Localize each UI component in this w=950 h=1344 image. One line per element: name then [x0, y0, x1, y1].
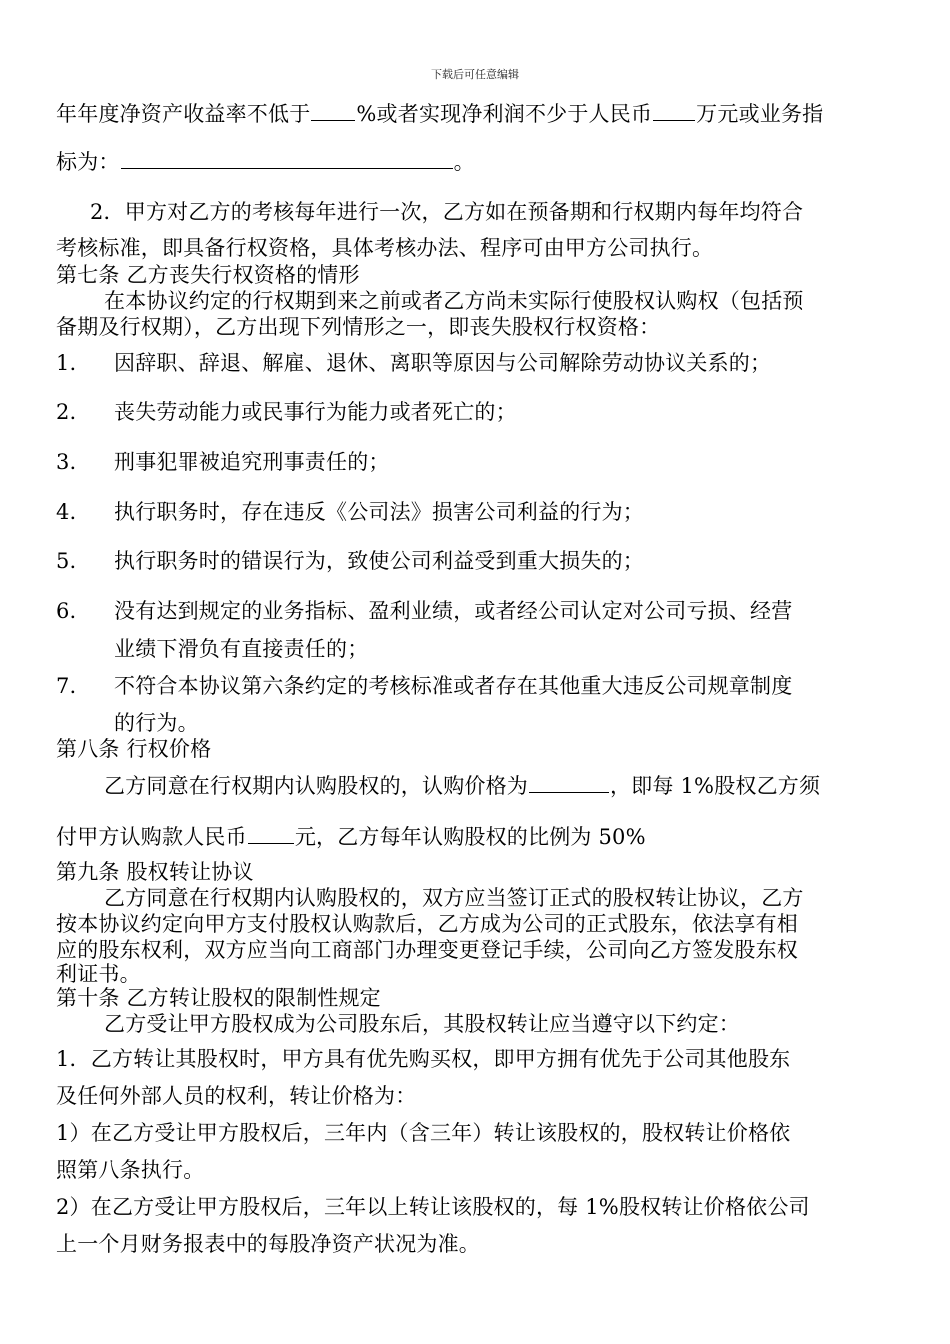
list-number: 1. [56, 351, 77, 375]
text-segment: ，即每 1%股权乙方须 [610, 774, 821, 798]
text-segment: 乙方同意在行权期内认购股权的，认购价格为 [104, 774, 528, 798]
text-line: 利证书。 [56, 962, 141, 986]
list-number: 3. [56, 450, 77, 474]
list-item-continuation: 业绩下滑负有直接责任的； [114, 637, 369, 661]
text-segment: 元，乙方每年认购股权的比例为 50% [294, 825, 646, 849]
list-text: 执行职务时的错误行为，致使公司利益受到重大损失的； [114, 549, 644, 573]
text-line [56, 100, 823, 127]
article-heading: 第七条 乙方丧失行权资格的情形 [56, 263, 360, 287]
text-line: 上一个月财务报表中的每股净资产状况为准。 [56, 1232, 480, 1256]
text-line: 乙方受让甲方股权成为公司股东后，其股权转让应当遵守以下约定： [104, 1012, 740, 1036]
text-line [56, 823, 646, 850]
blank-underline [121, 148, 453, 169]
article-heading: 第八条 行权价格 [56, 737, 212, 761]
list-text: 丧失劳动能力或民事行为能力或者死亡的； [114, 400, 517, 424]
list-item [56, 499, 644, 525]
list-text: 刑事犯罪被追究刑事责任的； [114, 450, 390, 474]
list-item [56, 598, 792, 624]
list-number: 5. [56, 549, 77, 573]
article-heading: 第十条 乙方转让股权的限制性规定 [56, 986, 381, 1010]
text-line [104, 772, 820, 799]
list-text: 执行职务时，存在违反《公司法》损害公司利益的行为； [114, 500, 644, 524]
text-segment: 付甲方认购款人民币 [56, 825, 247, 849]
text-line [56, 148, 475, 175]
text-line: 乙方同意在行权期内认购股权的，双方应当签订正式的股权转让协议，乙方 [104, 886, 804, 910]
text-line: 备期及行权期），乙方出现下列情形之一，即丧失股权行权资格： [56, 315, 661, 339]
blank-underline [311, 100, 355, 121]
list-text: 不符合本协议第六条约定的考核标准或者存在其他重大违反公司规章制度 [114, 674, 793, 698]
text-line: 1．乙方转让其股权时，甲方具有优先购买权，即甲方拥有优先于公司其他股东 [56, 1047, 791, 1071]
list-item [56, 350, 771, 376]
text-segment: 。 [453, 150, 475, 174]
list-item [56, 673, 792, 699]
list-number: 4. [56, 500, 77, 524]
text-line: 2．甲方对乙方的考核每年进行一次，乙方如在预备期和行权期内每年均符合 [90, 200, 804, 224]
blank-underline [529, 772, 609, 793]
list-number: 2. [56, 400, 77, 424]
text-line: 照第八条执行。 [56, 1158, 205, 1182]
text-segment: 万元或业务指 [696, 102, 824, 126]
text-line: 1）在乙方受让甲方股权后，三年内（含三年）转让该股权的，股权转让价格依 [56, 1121, 791, 1145]
text-line: 按本协议约定向甲方支付股权认购款后，乙方成为公司的正式股东，依法享有相 [56, 912, 798, 936]
page-header: 下载后可任意编辑 [431, 68, 519, 81]
list-item [56, 399, 517, 425]
text-segment: %或者实现净利润不少于人民币 [356, 102, 653, 126]
list-text: 没有达到规定的业务指标、盈利业绩，或者经公司认定对公司亏损、经营 [114, 599, 793, 623]
text-line: 应的股东权利，双方应当向工商部门办理变更登记手续，公司向乙方签发股东权 [56, 938, 798, 962]
text-line: 在本协议约定的行权期到来之前或者乙方尚未实际行使股权认购权（包括预 [104, 289, 804, 313]
blank-underline [248, 823, 294, 844]
list-number: 7. [56, 674, 77, 698]
list-text: 因辞职、辞退、解雇、退休、离职等原因与公司解除劳动协议关系的； [114, 351, 772, 375]
text-line: 考核标准，即具备行权资格，具体考核办法、程序可由甲方公司执行。 [56, 236, 714, 260]
list-item-continuation: 的行为。 [114, 711, 199, 735]
text-segment: 标为： [56, 150, 120, 174]
text-segment: 年年度净资产收益率不低于 [56, 102, 311, 126]
list-number: 6. [56, 599, 77, 623]
article-heading: 第九条 股权转让协议 [56, 860, 254, 884]
list-item [56, 548, 644, 574]
blank-underline [653, 100, 695, 121]
text-line: 及任何外部人员的权利，转让价格为： [56, 1084, 417, 1108]
text-line: 2）在乙方受让甲方股权后，三年以上转让该股权的，每 1%股权转让价格依公司 [56, 1195, 810, 1219]
list-item [56, 449, 390, 475]
